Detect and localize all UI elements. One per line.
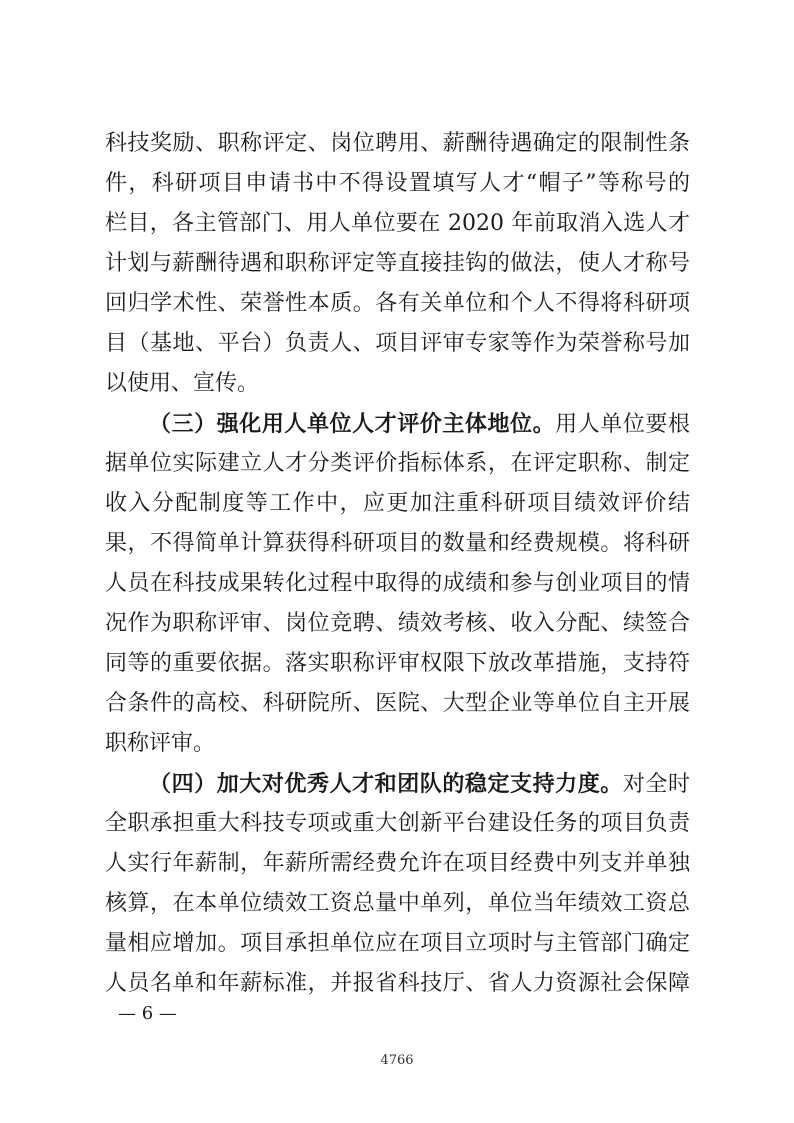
text-line: 科技奖励、职称评定、岗位聘用、薪酬待遇确定的限制性条 bbox=[105, 131, 690, 156]
text-line: 栏目，各主管部门、用人单位要在 2020 年前取消入选人才 bbox=[105, 211, 690, 236]
paragraph-first-line bbox=[105, 404, 690, 444]
text-line: 据单位实际建立人才分类评价指标体系，在评定职称、制定 bbox=[105, 451, 690, 476]
text-line: 同等的重要依据。落实职称评审权限下放改革措施，支持符 bbox=[105, 651, 690, 676]
text-line: 件，科研项目申请书中不得设置填写人才“帽子”等称号的 bbox=[105, 171, 690, 196]
text-line: 量相应增加。项目承担单位应在项目立项时与主管部门确定 bbox=[105, 931, 690, 956]
text-line: 全职承担重大科技专项或重大创新平台建设任务的项目负责 bbox=[105, 811, 690, 836]
text-line: 职称评审。 bbox=[105, 731, 216, 756]
text-line: 核算，在本单位绩效工资总量中单列，单位当年绩效工资总 bbox=[105, 891, 690, 916]
text-line: 人员名单和年薪标准，并报省科技厅、省人力资源社会保障 bbox=[105, 971, 690, 996]
paragraph-first-line bbox=[105, 764, 690, 804]
text-line: 况作为职称评审、岗位竞聘、绩效考核、收入分配、续签合 bbox=[105, 611, 690, 636]
text-line: 以使用、宣传。 bbox=[105, 371, 260, 396]
text-line: 果，不得简单计算获得科研项目的数量和经费规模。将科研 bbox=[105, 531, 690, 556]
body-text bbox=[105, 124, 690, 1004]
text-line: 计划与薪酬待遇和职称评定等直接挂钩的做法，使人才称号 bbox=[105, 251, 690, 276]
text-line: 收入分配制度等工作中，应更加注重科研项目绩效评价结 bbox=[105, 491, 690, 516]
text-line: 合条件的高校、科研院所、医院、大型企业等单位自主开展 bbox=[105, 691, 690, 716]
section-heading-3: （三）强化用人单位人才评价主体地位。 bbox=[149, 411, 556, 437]
text-line: 人员在科技成果转化过程中取得的成绩和参与创业项目的情 bbox=[105, 571, 690, 596]
text-run: 用人单位要根 bbox=[555, 412, 690, 437]
section-heading-4: （四）加大对优秀人才和团队的稳定支持力度。 bbox=[149, 771, 623, 797]
page-number: — 6 — bbox=[118, 1003, 177, 1024]
footer-number: 4766 bbox=[380, 1053, 414, 1068]
text-line: 人实行年薪制，年薪所需经费允许在项目经费中列支并单独 bbox=[105, 851, 690, 876]
text-run: 对全时 bbox=[622, 772, 690, 797]
text-line: 目（基地、平台）负责人、项目评审专家等作为荣誉称号加 bbox=[105, 331, 690, 356]
text-line: 回归学术性、荣誉性本质。各有关单位和个人不得将科研项 bbox=[105, 291, 690, 316]
